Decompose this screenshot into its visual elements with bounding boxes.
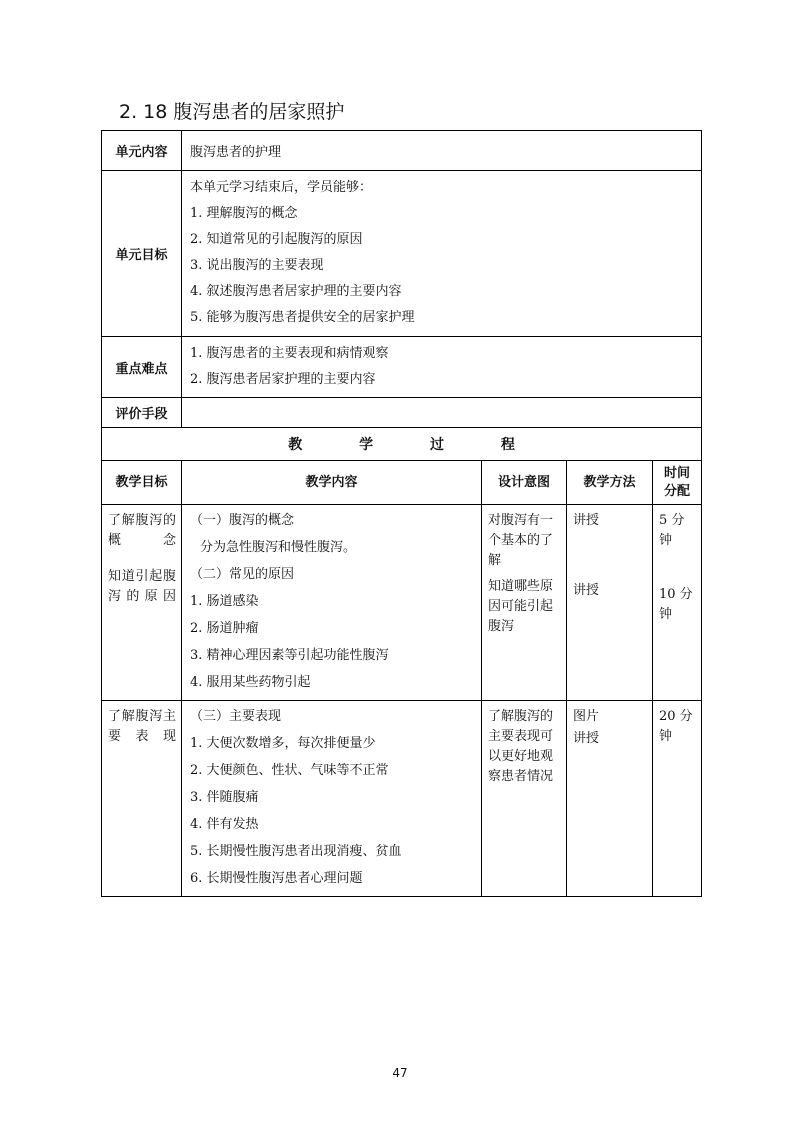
page-number: 47 bbox=[392, 1066, 408, 1080]
row-times bbox=[653, 701, 702, 897]
table-row bbox=[102, 505, 702, 701]
content-line: 6. 长期慢性腹泻患者心理问题 bbox=[190, 871, 363, 886]
row-intent: 了解腹泻的主要表现可以更好地观察患者情况 bbox=[488, 709, 554, 784]
content-line: 1. 大便次数增多，每次排便量少 bbox=[190, 736, 376, 751]
unit-content-label: 单元内容 bbox=[102, 131, 182, 171]
row-goal: 了解腹泻的概念 bbox=[108, 513, 176, 548]
unit-goal-line: 1. 理解腹泻的概念 bbox=[190, 206, 298, 221]
content-line: 1. 肠道感染 bbox=[190, 594, 259, 609]
content-line: （二）常见的原因 bbox=[190, 567, 295, 582]
col-goal-header: 教学目标 bbox=[102, 461, 182, 505]
content-line: 5. 长期慢性腹泻患者出现消瘦、贫血 bbox=[190, 844, 402, 859]
evaluation-row bbox=[102, 398, 702, 428]
content-line: 2. 大便颜色、性状、气味等不正常 bbox=[190, 763, 389, 778]
unit-goal-line: 2. 知道常见的引起腹泻的原因 bbox=[190, 232, 363, 247]
row-goal: 知道引起腹泻的原因 bbox=[108, 569, 176, 604]
evaluation-value bbox=[182, 398, 702, 428]
key-point-line: 2. 腹泻患者居家护理的主要内容 bbox=[190, 372, 376, 387]
unit-content-value bbox=[182, 131, 702, 171]
content-line: 4. 服用某些药物引起 bbox=[190, 675, 311, 690]
row-method: 讲授 bbox=[573, 583, 600, 598]
content-line: （三）主要表现 bbox=[190, 709, 282, 724]
row-intent: 对腹泻有一个基本的了解 bbox=[488, 513, 554, 568]
col-time-header-line1: 时间 bbox=[664, 465, 691, 481]
row-intent: 知道哪些原因可能引起腹泻 bbox=[488, 579, 554, 634]
content-line: 2. 肠道肿瘤 bbox=[190, 621, 259, 636]
col-time-header-line2: 分配 bbox=[664, 483, 691, 499]
row-times bbox=[653, 505, 702, 701]
key-points-label: 重点难点 bbox=[102, 337, 182, 398]
evaluation-label: 评价手段 bbox=[102, 398, 182, 428]
row-time: 5 分钟 bbox=[659, 513, 685, 548]
content-line: （一）腹泻的概念 bbox=[190, 513, 295, 528]
row-method: 图片 bbox=[573, 709, 600, 724]
unit-goal-line: 5. 能够为腹泻患者提供安全的居家护理 bbox=[190, 310, 415, 325]
unit-goal-line: 3. 说出腹泻的主要表现 bbox=[190, 258, 324, 273]
row-intents bbox=[482, 701, 567, 897]
row-content bbox=[182, 505, 482, 701]
row-method: 讲授 bbox=[573, 731, 600, 746]
section-title: 2. 18 腹泻患者的居家照护 bbox=[119, 101, 345, 123]
process-char: 过 bbox=[429, 437, 444, 453]
table-row bbox=[102, 701, 702, 897]
key-points-content bbox=[182, 337, 702, 398]
row-method: 讲授 bbox=[573, 513, 600, 528]
column-header-row bbox=[102, 461, 702, 505]
row-goal: 了解腹泻主要表现 bbox=[108, 709, 176, 744]
content-line: 4. 伴有发热 bbox=[190, 817, 259, 832]
unit-goal-label: 单元目标 bbox=[102, 171, 182, 337]
lesson-plan-table bbox=[101, 130, 702, 897]
unit-goal-line: 4. 叙述腹泻患者居家护理的主要内容 bbox=[190, 284, 402, 299]
unit-content-text: 腹泻患者的护理 bbox=[190, 145, 282, 160]
row-goals bbox=[102, 505, 182, 701]
process-char: 程 bbox=[500, 437, 515, 453]
row-methods bbox=[567, 701, 653, 897]
unit-goal-line: 本单元学习结束后，学员能够： bbox=[190, 180, 373, 195]
row-intents bbox=[482, 505, 567, 701]
unit-goal-content bbox=[182, 171, 702, 337]
process-char: 教 bbox=[288, 437, 303, 453]
process-char: 学 bbox=[359, 437, 374, 453]
row-goals bbox=[102, 701, 182, 897]
row-content bbox=[182, 701, 482, 897]
content-line: 分为急性腹泻和慢性腹泻。 bbox=[200, 540, 357, 555]
unit-goal-row bbox=[102, 171, 702, 337]
process-header-row bbox=[102, 428, 702, 461]
unit-content-row bbox=[102, 131, 702, 171]
col-content-header: 教学内容 bbox=[182, 461, 482, 505]
content-line: 3. 精神心理因素等引起功能性腹泻 bbox=[190, 648, 389, 663]
row-methods bbox=[567, 505, 653, 701]
key-points-row bbox=[102, 337, 702, 398]
col-intent-header: 设计意图 bbox=[482, 461, 567, 505]
col-method-header: 教学方法 bbox=[567, 461, 653, 505]
key-point-line: 1. 腹泻患者的主要表现和病情观察 bbox=[190, 346, 389, 361]
process-header bbox=[102, 428, 702, 461]
row-time: 20 分钟 bbox=[659, 709, 693, 744]
col-time-header bbox=[653, 461, 702, 505]
row-time: 10 分钟 bbox=[659, 587, 693, 622]
content-line: 3. 伴随腹痛 bbox=[190, 790, 259, 805]
